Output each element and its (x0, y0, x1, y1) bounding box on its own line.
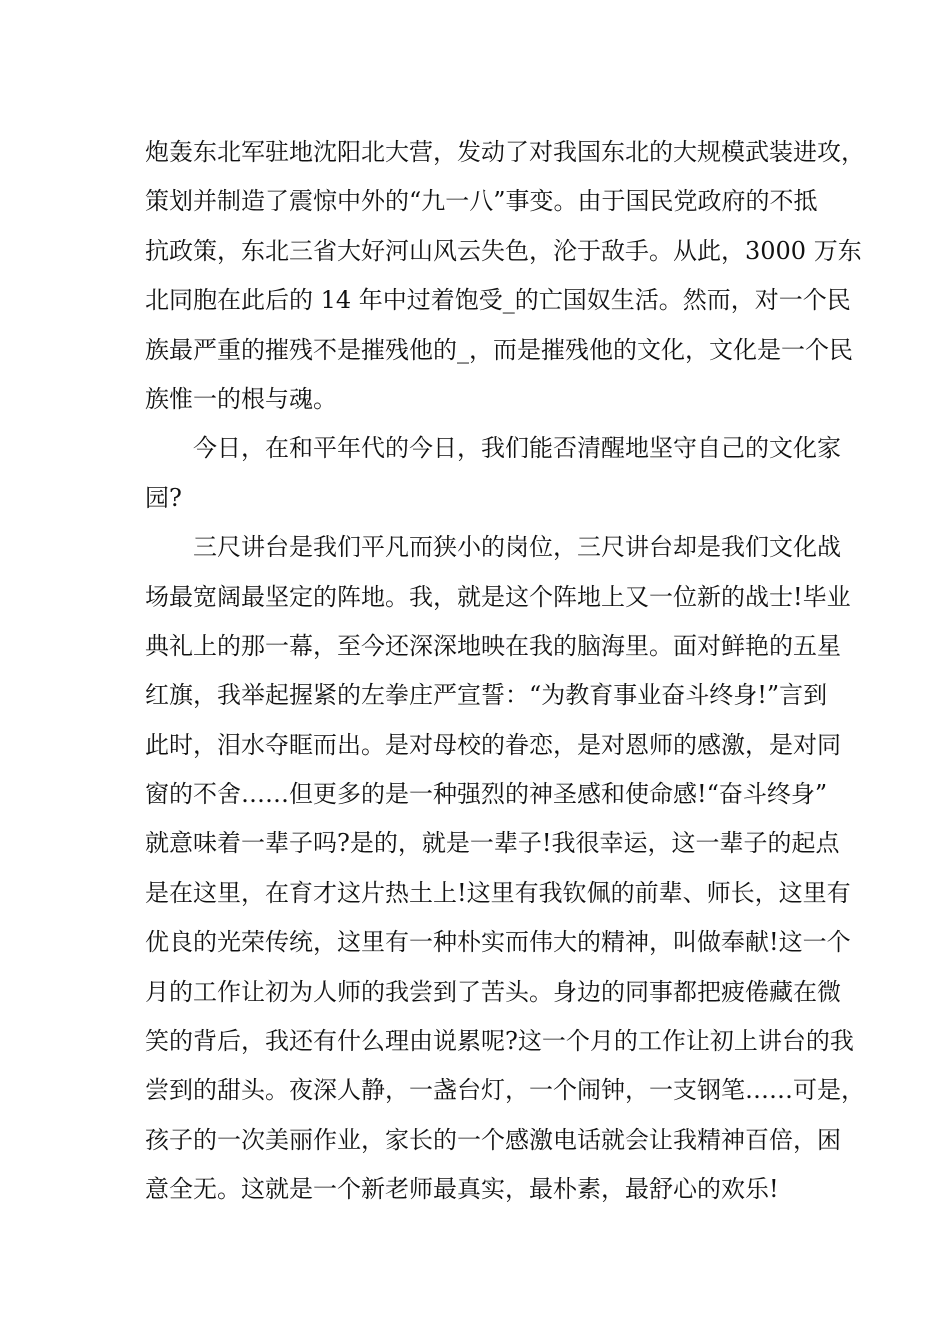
text-line: 孩子的一次美丽作业，家长的一个感激电话就会让我精神百倍，困 (145, 1125, 841, 1154)
text-line: 优良的光荣传统，这里有一种朴实而伟大的精神，叫做奉献!这一个 (145, 928, 851, 957)
paragraph-2 (145, 424, 841, 523)
text-line: 今日，在和平年代的今日，我们能否清醒地坚守自己的文化家 (193, 434, 841, 463)
text-line: 炮轰东北军驻地沈阳北大营，发动了对我国东北的大规模武装进攻， (145, 138, 865, 166)
text-line: 典礼上的那一幕，至今还深深地映在我的脑海里。面对鲜艳的五星 (145, 631, 841, 660)
text-line: 尝到的甜头。夜深人静，一盏台灯，一个闹钟，一支钢笔……可是， (145, 1076, 865, 1105)
text-line: 场最宽阔最坚定的阵地。我，就是这个阵地上又一位新的战士!毕业 (145, 582, 851, 611)
text-line: 红旗，我举起握紧的左拳庄严宣誓：“为教育事业奋斗终身!”言到 (145, 681, 828, 710)
text-line: 园? (145, 483, 182, 512)
text-line: 意全无。这就是一个新老师最真实，最朴素，最舒心的欢乐! (145, 1175, 779, 1204)
text-line: 月的工作让初为人师的我尝到了苦头。身边的同事都把疲倦藏在微 (145, 977, 841, 1006)
text-line: 笑的背后，我还有什么理由说累呢?这一个月的工作让初上讲台的我 (145, 1027, 854, 1056)
document-body (145, 128, 865, 1215)
text-line: 族最严重的摧残不是摧残他的_，而是摧残他的文化，文化是一个民 (145, 335, 853, 364)
paragraph-1 (145, 128, 865, 424)
text-line: 三尺讲台是我们平凡而狭小的岗位，三尺讲台却是我们文化战 (193, 533, 841, 562)
text-line: 是在这里，在育才这片热土上!这里有我钦佩的前辈、师长，这里有 (145, 878, 851, 907)
text-line: 抗政策，东北三省大好河山风云失色，沦于敌手。从此，3000 万东 (145, 236, 862, 265)
text-line: 族惟一的根与魂。 (145, 384, 337, 413)
paragraph-3 (145, 523, 865, 1214)
text-line: 窗的不舍……但更多的是一种强烈的神圣感和使命感!“奋斗终身” (145, 780, 828, 809)
text-line: 此时，泪水夺眶而出。是对母校的眷恋，是对恩师的感激，是对同 (145, 730, 841, 759)
text-line: 策划并制造了震惊中外的“九一八”事变。由于国民党政府的不抵 (145, 187, 818, 216)
text-line: 就意味着一辈子吗?是的，就是一辈子!我很幸运，这一辈子的起点 (145, 829, 840, 858)
text-line: 北同胞在此后的 14 年中过着饱受_的亡国奴生活。然而，对一个民 (145, 286, 851, 315)
